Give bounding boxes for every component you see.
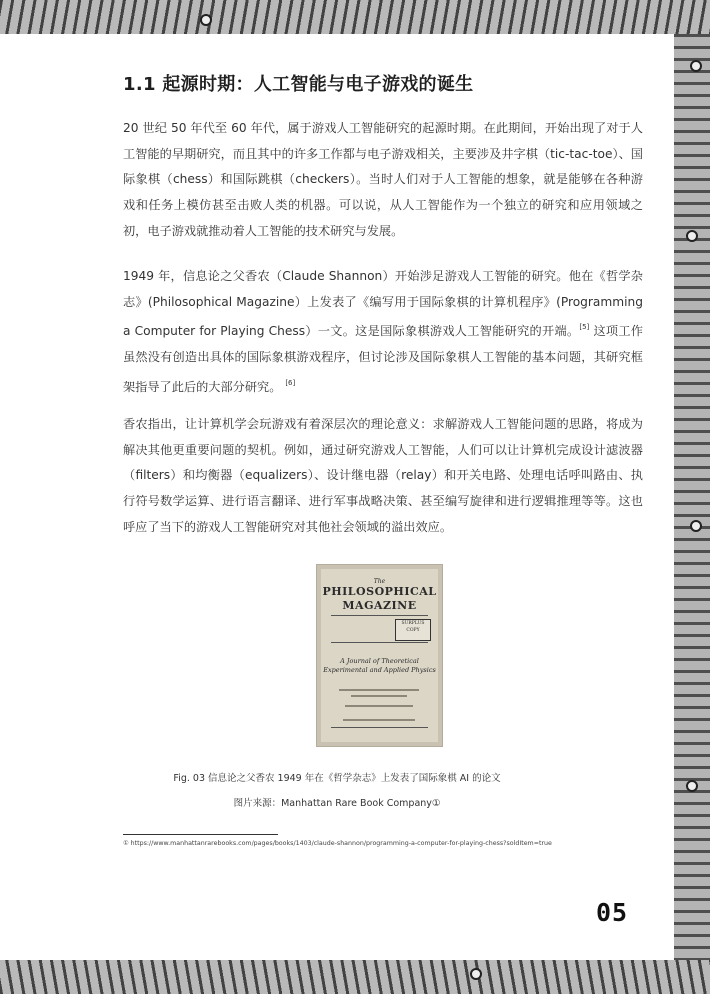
cover-subtitle: A Journal of Theoretical Experimental and Applied Physics [323,657,436,674]
section-heading: 1.1 起源时期：人工智能与电子游戏的诞生 [123,74,474,95]
figure-source: 图片来源：Manhattan Rare Book Company① [233,798,441,809]
circuit-border-right [674,34,710,960]
document-page [0,34,674,960]
cover-rule [331,642,428,643]
footnote-rule [123,834,278,835]
citation-ref[interactable]: [6] [285,378,296,387]
paragraph-2-text-a: 1949 年，信息论之父香农（Claude Shannon）开始涉足游戏人工智能的研究。他在《哲学杂志》(Philosophical Magazine）上发表了《编写用于国际象棋的计算机程序》(Programming a Computer for Playing Chess）一文。这是国际象棋游戏人工智能研究的开端。 [123,269,643,339]
paragraph-1: 20 世纪 50 年代至 60 年代，属于游戏人工智能研究的起源时期。在此期间，开始出现了对于人工智能的早期研究，而且其中的许多工作都与电子游戏相关，主要涉及井字棋（tic-tac-toe）、国际象棋（chess）和国际跳棋（checkers）。当时人们对于人工智能的想象，就是能够在各种游戏和任务上模仿甚至击败人类的机器。可以说，从人工智能作为一个独立的研究和应用领域之初，电子游戏就推动着人工智能的技术研究与发展。 [123,121,643,238]
circuit-border-bottom [0,960,710,994]
magazine-cover-image [317,565,442,746]
circuit-pad-icon [690,60,702,72]
citation-ref[interactable]: [5] [579,323,590,332]
circuit-pad-icon [686,780,698,792]
cover-fineprint [345,705,413,707]
cover-fineprint [339,689,419,691]
cover-rule [331,615,428,616]
cover-fineprint [343,719,415,721]
circuit-pad-icon [690,520,702,532]
footnote-link[interactable]: ① https://www.manhattanrarebooks.com/pages/books/1403/claude-shannon/programming-a-computer-for-playing-chess?soldItem=true [123,840,552,847]
page-number: 05 [596,898,629,927]
magazine-cover [321,569,438,742]
circuit-pad-icon [200,14,212,26]
cover-stamp: SURPLUS COPY [395,619,431,641]
circuit-pad-icon [470,968,482,980]
circuit-border-top [0,0,710,34]
cover-title: PHILOSOPHICAL MAGAZINE [322,585,437,612]
paragraph-2 [123,264,643,401]
figure-caption: Fig. 03 信息论之父香农 1949 年在《哲学杂志》上发表了国际象棋 AI 的论文 [173,773,501,784]
cover-fineprint [351,695,407,697]
paragraph-2-text-b: 这项工作虽然没有创造出具体的国际象棋游戏程序，但讨论涉及国际象棋人工智能的基本问题，其研究框架指导了此后的大部分研究。 [123,324,643,394]
circuit-pad-icon [686,230,698,242]
cover-rule [331,727,428,728]
paragraph-3: 香农指出，让计算机学会玩游戏有着深层次的理论意义：求解游戏人工智能问题的思路，将成为解决其他更重要问题的契机。例如，通过研究游戏人工智能，人们可以让计算机完成设计滤波器（filters）和均衡器（equalizers）、设计继电器（relay）和开关电路、处理电话呼叫路由、执行符号数学运算、进行语言翻译、进行军事战略决策、甚至编写旋律和进行逻辑推理等等。这也呼应了当下的游戏人工智能研究对其他社会领域的溢出效应。 [123,417,643,534]
cover-the: The [373,578,386,585]
